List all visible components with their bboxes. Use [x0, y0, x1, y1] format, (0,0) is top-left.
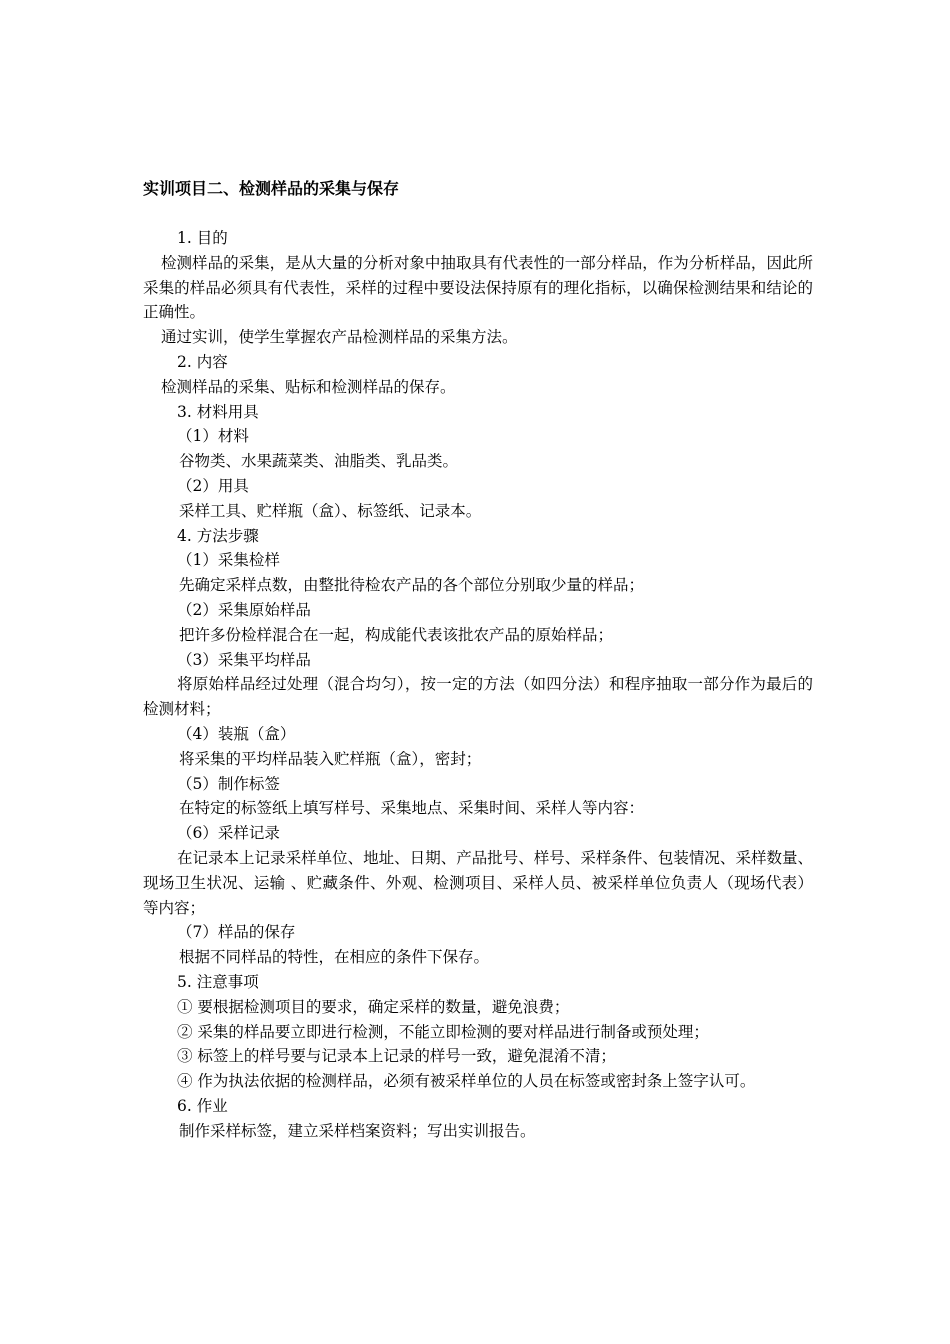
paragraph-content-1: 检测样品的采集、贴标和检测样品的保存。	[161, 377, 456, 396]
paragraph-purpose-2: 通过实训，使学生掌握农产品检测样品的采集方法。	[161, 328, 518, 347]
note-item-3: ③ 标签上的样号要与记录本上记录的样号一致，避免混淆不清；	[177, 1047, 616, 1066]
note-item-4: ④ 作为执法依据的检测样品，必须有被采样单位的人员在标签或密封条上签字认可。	[177, 1072, 756, 1091]
section-heading-purpose: 1. 目的	[177, 229, 228, 247]
paragraph-homework: 制作采样标签，建立采样档案资料；写出实训报告。	[179, 1121, 536, 1140]
step-heading-6: （6）采样记录	[177, 824, 280, 843]
paragraph-materials: 谷物类、水果蔬菜类、油脂类、乳品类。	[179, 452, 459, 471]
note-item-2: ② 采集的样品要立即进行检测，不能立即检测的要对样品进行制备或预处理；	[177, 1022, 709, 1041]
step-text-4: 将采集的平均样品装入贮样瓶（盒），密封；	[179, 749, 482, 768]
step-heading-4: （4）装瓶（盒）	[177, 724, 296, 743]
step-heading-3: （3）采集平均样品	[177, 650, 311, 669]
step-text-6: 在记录本上记录采样单位、地址、日期、产品批号、样号、采样条件、包装情况、采样数量、现场卫生状况、运输 、贮藏条件、外观、检测项目、采样人员、被采样单位负责人（现场代表）等内容；	[143, 848, 813, 917]
section-heading-homework: 6. 作业	[177, 1096, 228, 1115]
section-heading-steps: 4. 方法步骤	[177, 526, 259, 545]
section-heading-notes: 5. 注意事项	[177, 972, 259, 991]
step-heading-1: （1）采集检样	[177, 551, 280, 570]
document-body	[143, 226, 813, 1143]
document-title: 实训项目二、检测样品的采集与保存	[143, 179, 400, 198]
step-text-2: 把许多份检样混合在一起，构成能代表该批农产品的原始样品；	[179, 625, 614, 644]
step-heading-5: （5）制作标签	[177, 774, 280, 793]
section-heading-materials: 3. 材料用具	[177, 402, 259, 421]
step-heading-2: （2）采集原始样品	[177, 600, 311, 619]
paragraph-purpose-1: 检测样品的采集，是从大量的分析对象中抽取具有代表性的一部分样品，作为分析样品，因此所采集的样品必须具有代表性，采样的过程中要设法保持原有的理化指标，以确保检测结果和结论的正确性。	[143, 253, 813, 322]
paragraph-tools: 采样工具、贮样瓶（盒）、标签纸、记录本。	[179, 501, 482, 520]
subheading-tools: （2）用具	[177, 476, 249, 495]
step-text-3: 将原始样品经过处理（混合均匀），按一定的方法（如四分法）和程序抽取一部分作为最后的检测材料；	[143, 675, 813, 719]
step-heading-7: （7）样品的保存	[177, 923, 296, 942]
step-text-5: 在特定的标签纸上填写样号、采集地点、采集时间、采样人等内容：	[179, 799, 645, 818]
section-heading-content: 2. 内容	[177, 352, 228, 371]
subheading-materials: （1）材料	[177, 427, 249, 446]
step-text-1: 先确定采样点数，由整批待检农产品的各个部位分别取少量的样品；	[179, 576, 645, 595]
step-text-7: 根据不同样品的特性，在相应的条件下保存。	[179, 948, 490, 967]
note-item-1: ① 要根据检测项目的要求，确定采样的数量，避免浪费；	[177, 997, 570, 1016]
